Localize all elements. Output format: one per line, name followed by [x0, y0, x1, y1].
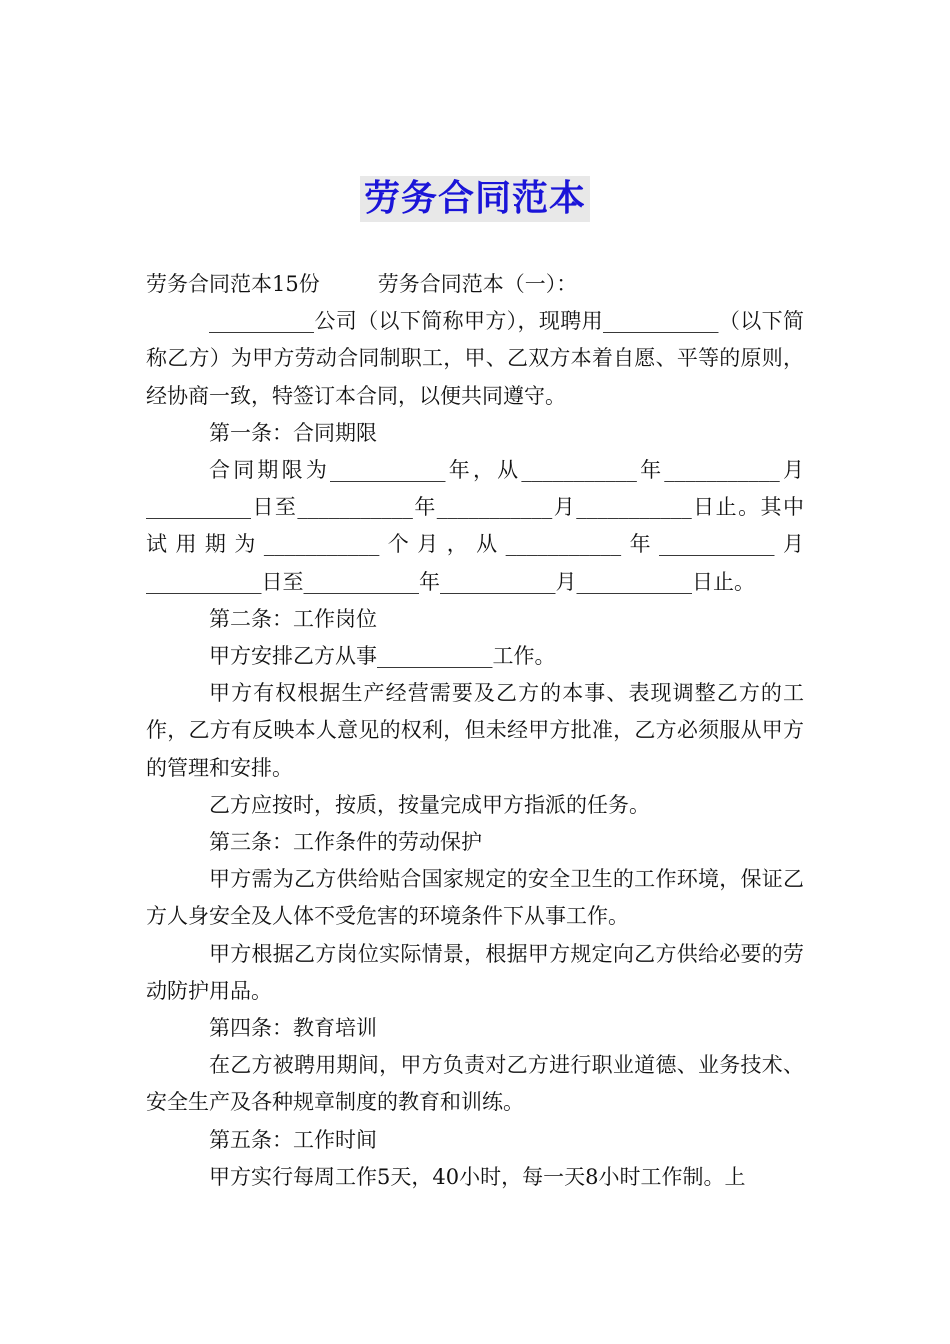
intro-line — [146, 266, 804, 303]
section-heading: 第三条：工作条件的劳动保护 — [209, 830, 482, 855]
paragraph: 乙方应按时，按质，按量完成甲方指派的任务。 — [209, 792, 650, 817]
paragraph: 甲方实行每周工作5天，40小时，每一天8小时工作制。上 — [209, 1164, 746, 1189]
intro-left: 劳务合同范本15份 — [146, 272, 320, 296]
document-body — [146, 266, 804, 1196]
paragraph: 甲方有权根据生产经营需要及乙方的本事、表现调整乙方的工作，乙方有反映本人意见的权利，但未经甲方批准，乙方必须服从甲方的管理和安排。 — [146, 681, 804, 780]
paragraph: 合同期限为___________年，从___________年___________月__________日至___________年___________月___________日止。其中试用期为___________个月，从___________年___________月___________日至___________年___________月___________日止。 — [146, 458, 804, 594]
document-title: 劳务合同范本 — [360, 176, 590, 222]
paragraph: 甲方根据乙方岗位实际情景，根据甲方规定向乙方供给必要的劳动防护用品。 — [146, 941, 804, 1003]
paragraph: 甲方需为乙方供给贴合国家规定的安全卫生的工作环境，保证乙方人身安全及人体不受危害的环境条件下从事工作。 — [146, 867, 804, 929]
section-heading: 第五条：工作时间 — [209, 1127, 377, 1152]
paragraph: __________公司（以下简称甲方），现聘用___________（以下简称乙方）为甲方劳动合同制职工，甲、乙双方本着自愿、平等的原则，经协商一致，特签订本合同，以便共同遵守。 — [146, 309, 804, 408]
paragraph: 在乙方被聘用期间，甲方负责对乙方进行职业道德、业务技术、安全生产及各种规章制度的教育和训练。 — [146, 1053, 804, 1115]
title-wrap — [0, 176, 950, 222]
section-heading: 第四条：教育培训 — [209, 1016, 377, 1041]
section-heading: 第一条：合同期限 — [209, 420, 377, 445]
paragraph: 甲方安排乙方从事___________工作。 — [209, 644, 556, 669]
section-heading: 第二条：工作岗位 — [209, 606, 377, 631]
intro-right: 劳务合同范本（一）： — [377, 272, 578, 296]
